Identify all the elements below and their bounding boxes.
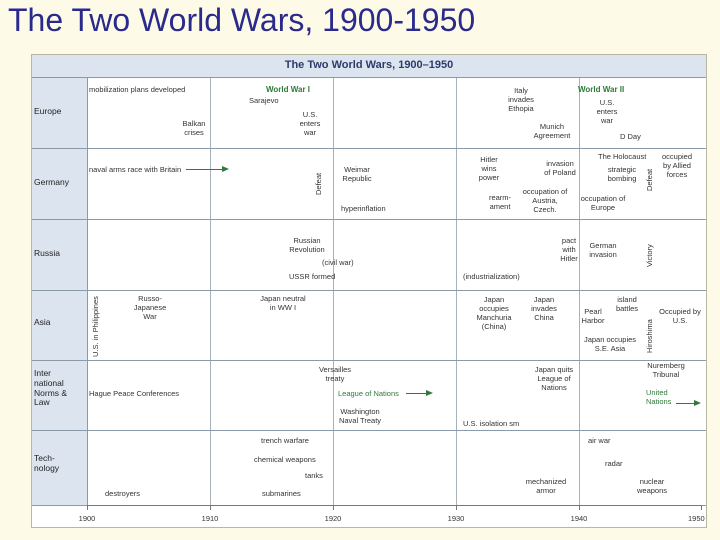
event-civil-war: (civil war) bbox=[322, 258, 354, 267]
event-nuclear: nuclear weapons bbox=[636, 477, 668, 495]
event-submarines: submarines bbox=[262, 489, 301, 498]
event-us-philippines: U.S. in Philippines bbox=[91, 296, 100, 357]
category-russia: Russia bbox=[34, 248, 60, 258]
event-hague: Hague Peace Conferences bbox=[89, 389, 180, 398]
event-poland: invasion of Poland bbox=[544, 159, 576, 177]
event-ussr: USSR formed bbox=[289, 272, 336, 281]
chart-title: The Two World Wars, 1900–1950 bbox=[284, 59, 454, 71]
row-line bbox=[32, 148, 706, 149]
event-japan-quits: Japan quits League of Nations bbox=[534, 365, 574, 392]
event-dday: D Day bbox=[620, 132, 641, 141]
decade-line-1910 bbox=[210, 77, 211, 505]
event-radar: radar bbox=[605, 459, 623, 468]
event-mobilization: mobilization plans developed bbox=[89, 85, 186, 94]
event-hiroshima: Hiroshima bbox=[645, 319, 654, 353]
event-german-invasion: German invasion bbox=[589, 241, 617, 259]
time-axis bbox=[87, 505, 702, 506]
ww2-label: World War II bbox=[578, 85, 625, 94]
event-nuremberg: Nuremberg Tribunal bbox=[647, 361, 685, 379]
event-air-war: air war bbox=[588, 436, 611, 445]
tick-1950 bbox=[701, 505, 702, 510]
event-weimar: Weimar Republic bbox=[342, 165, 372, 183]
event-pearl: Pearl Harbor bbox=[581, 307, 605, 325]
ww1-label: World War I bbox=[266, 85, 310, 94]
event-holocaust: The Holocaust bbox=[598, 152, 647, 161]
tick-1940 bbox=[579, 505, 580, 510]
decade-line-1940 bbox=[579, 77, 580, 505]
year-1950: 1950 bbox=[688, 514, 705, 523]
event-victory: Victory bbox=[645, 244, 654, 267]
category-intl: Inter national Norms & Law bbox=[34, 368, 68, 408]
event-hitler: Hitler wins power bbox=[478, 155, 500, 182]
event-bombing: strategic bombing bbox=[607, 165, 637, 183]
event-allied: occupied by Allied forces bbox=[661, 152, 693, 179]
category-europe: Europe bbox=[34, 106, 62, 116]
year-1930: 1930 bbox=[447, 514, 465, 523]
year-1900: 1900 bbox=[78, 514, 96, 523]
category-divider bbox=[87, 77, 88, 505]
tick-1930 bbox=[456, 505, 457, 510]
event-defeat-2: Defeat bbox=[645, 168, 654, 191]
decade-line-1920 bbox=[333, 77, 334, 505]
event-tanks: tanks bbox=[305, 471, 323, 480]
row-line bbox=[32, 360, 706, 361]
year-1940: 1940 bbox=[570, 514, 588, 523]
event-mech: mechanized armor bbox=[525, 477, 567, 495]
event-trench: trench warfare bbox=[261, 436, 309, 445]
event-defeat-1: Defeat bbox=[314, 172, 323, 195]
event-japan-neutral: Japan neutral in WW I bbox=[260, 294, 306, 312]
event-naval: naval arms race with Britain bbox=[89, 165, 182, 174]
tick-1920 bbox=[333, 505, 334, 510]
event-manchuria: Japan occupies Manchuria (China) bbox=[476, 295, 512, 331]
row-line bbox=[32, 219, 706, 220]
event-industrialization: (industrialization) bbox=[463, 272, 520, 281]
naval-arrow-line bbox=[186, 169, 222, 170]
event-league: League of Nations bbox=[338, 389, 399, 398]
chart-title-bar bbox=[32, 55, 706, 77]
event-revolution: Russian Revolution bbox=[289, 236, 325, 254]
event-occ-europe: occupation of Europe bbox=[580, 194, 626, 212]
event-se-asia: Japan occupies S.E. Asia bbox=[583, 335, 637, 353]
event-us-enters-2: U.S. enters war bbox=[596, 98, 618, 125]
un-arrow-head bbox=[694, 400, 701, 406]
event-italy: Italy invades Ethopia bbox=[508, 86, 534, 113]
event-sarajevo: Sarajevo bbox=[249, 96, 279, 105]
decade-line-1930 bbox=[456, 77, 457, 505]
event-versailles: Versailles treaty bbox=[318, 365, 352, 383]
row-line bbox=[32, 77, 706, 78]
un-arrow-line bbox=[676, 403, 694, 404]
event-pact: pact with Hitler bbox=[560, 236, 578, 263]
event-hyperinflation: hyperinflation bbox=[341, 204, 386, 213]
event-isolation: U.S. isolation sm bbox=[463, 419, 520, 428]
category-germany: Germany bbox=[34, 177, 69, 187]
naval-arrow-head bbox=[222, 166, 229, 172]
year-1910: 1910 bbox=[201, 514, 219, 523]
league-arrow-line bbox=[406, 393, 426, 394]
event-rearmament: rearm- ament bbox=[488, 193, 512, 211]
event-un: United Nations bbox=[646, 388, 672, 406]
category-column bbox=[32, 77, 87, 505]
event-destroyers: destroyers bbox=[105, 489, 141, 498]
row-line bbox=[32, 290, 706, 291]
event-china: Japan invades China bbox=[531, 295, 557, 322]
slide-title: The Two World Wars, 1900-1950 bbox=[8, 2, 476, 38]
event-munich: Munich Agreement bbox=[533, 122, 571, 140]
category-tech: Tech- nology bbox=[34, 453, 60, 473]
tick-1900 bbox=[87, 505, 88, 510]
event-us-enters-1: U.S. enters war bbox=[299, 110, 321, 137]
event-balkan: Balkan crises bbox=[182, 119, 206, 137]
event-austria: occupation of Austria, Czech. bbox=[522, 187, 568, 214]
timeline-chart bbox=[31, 54, 707, 528]
event-occupied-us: Occupied by U.S. bbox=[659, 307, 701, 325]
league-arrow-head bbox=[426, 390, 433, 396]
event-island: island battles bbox=[615, 295, 639, 313]
event-chemical: chemical weapons bbox=[254, 455, 316, 464]
category-asia: Asia bbox=[34, 317, 51, 327]
row-line bbox=[32, 430, 706, 431]
year-1920: 1920 bbox=[324, 514, 342, 523]
event-washington: Washington Naval Treaty bbox=[338, 407, 382, 425]
tick-1910 bbox=[210, 505, 211, 510]
event-russo: Russo- Japanese War bbox=[133, 294, 167, 321]
